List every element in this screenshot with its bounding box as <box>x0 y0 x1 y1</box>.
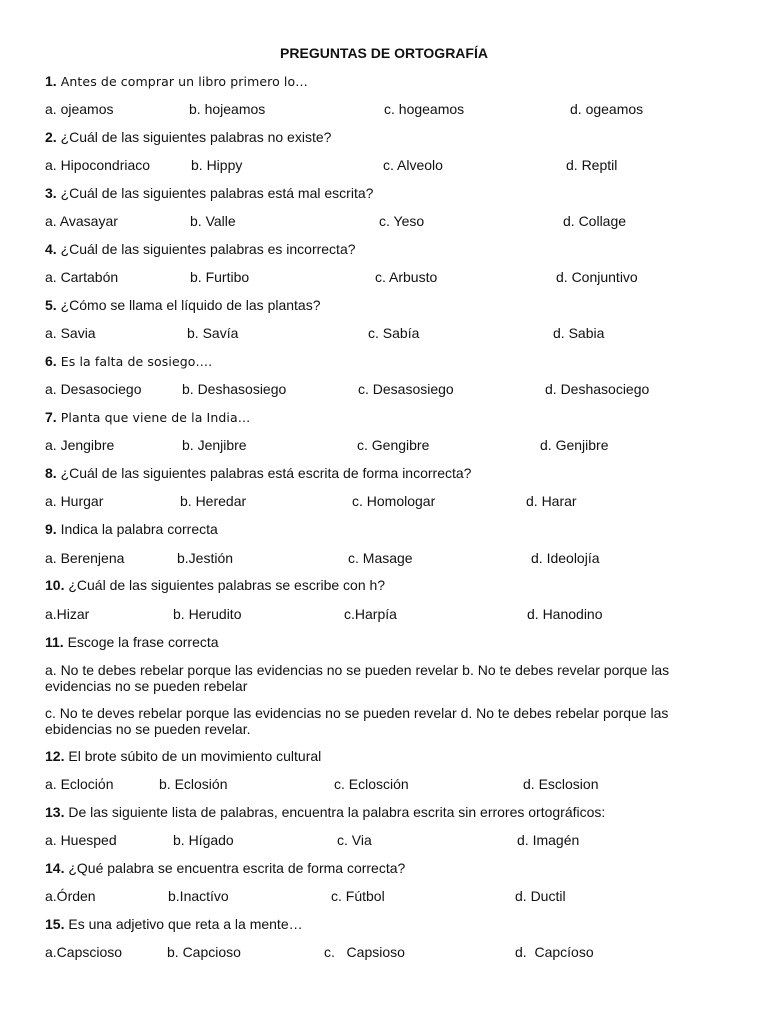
option-b: b. Capcioso <box>167 944 241 960</box>
option-d: d. Harar <box>526 493 577 509</box>
option-a: a. ojeamos <box>45 101 114 117</box>
option-c: c. Capsioso <box>324 944 405 960</box>
option-c: c. Via <box>337 832 372 848</box>
option-b: b. Eclosión <box>159 776 228 792</box>
question-text: Es la falta de sosiego…. <box>56 354 213 369</box>
question-10 <box>45 577 385 593</box>
question-4 <box>45 241 356 257</box>
options-row <box>0 325 768 343</box>
options-row <box>0 888 768 906</box>
option-b: b. Jenjibre <box>182 437 247 453</box>
question-number: 12. <box>45 748 65 764</box>
option-d: d. Reptil <box>566 157 618 173</box>
option-a: a. Desasociego <box>45 381 142 397</box>
options-row <box>0 269 768 287</box>
question-text: ¿Cuál de las siguientes palabras está mal escrita? <box>56 185 374 201</box>
question-number: 7. <box>45 409 57 425</box>
question-number: 6. <box>45 353 57 369</box>
options-row <box>0 776 768 794</box>
question-number: 2. <box>45 129 57 145</box>
question-7 <box>45 409 250 425</box>
option-c: c.Harpía <box>344 606 397 622</box>
option-a: a. Savia <box>45 325 96 341</box>
option-b: b. Heredar <box>180 493 247 509</box>
options-row <box>0 493 768 511</box>
option-b: b. Hippy <box>191 157 243 173</box>
option-b: b. Savía <box>187 325 239 341</box>
option-c: c. Gengibre <box>357 437 430 453</box>
option-d: d. ogeamos <box>570 101 644 117</box>
option-d: d. Capcíoso <box>515 944 594 960</box>
options-row <box>0 944 768 962</box>
question-5 <box>45 297 321 313</box>
option-a: a.Hizar <box>45 606 90 622</box>
option-d: d. Ideolojía <box>531 550 600 566</box>
options-row <box>0 437 768 455</box>
options-row <box>0 832 768 850</box>
option-c: c. Alveolo <box>383 157 443 173</box>
question-number: 8. <box>45 465 57 481</box>
question-number: 9. <box>45 521 57 537</box>
option-a: a. Cartabón <box>45 269 119 285</box>
question-text: Indica la palabra correcta <box>56 521 218 537</box>
question-text: El brote súbito de un movimiento cultural <box>64 748 322 764</box>
option-d: d. Conjuntivo <box>556 269 638 285</box>
question-12 <box>45 748 321 764</box>
question-number: 14. <box>45 860 65 876</box>
question-number: 13. <box>45 804 65 820</box>
question-6 <box>45 353 212 369</box>
option-b: b. Deshasosiego <box>182 381 287 397</box>
question-text: ¿Cuál de las siguientes palabras está escrita de forma incorrecta? <box>56 465 472 481</box>
question-3 <box>45 185 373 201</box>
option-a: a. Hurgar <box>45 493 104 509</box>
option-pair-cd: c. No te deves rebelar porque las evidencias no se pueden revelar d. No te debes rebelar porque las ebidencias no se pueden revelar. <box>45 705 669 737</box>
option-c: c. Eclosción <box>334 776 409 792</box>
option-d: d. Genjibre <box>540 437 609 453</box>
question-text: ¿Qué palabra se encuentra escrita de forma correcta? <box>64 860 406 876</box>
option-b: b. Herudito <box>173 606 242 622</box>
question-2 <box>45 129 331 145</box>
option-b: b. Hígado <box>173 832 234 848</box>
option-c: c. Desasosiego <box>358 381 454 397</box>
options-row <box>0 606 768 624</box>
question-15 <box>45 916 303 932</box>
option-b: b.Inactívo <box>168 888 229 904</box>
option-a: a. Eclociόn <box>45 776 114 792</box>
option-a: a. Avasayar <box>45 213 118 229</box>
option-b: b. hojeamos <box>189 101 266 117</box>
question-text: ¿Cómo se llama el líquido de las plantas? <box>56 297 321 313</box>
question-number: 3. <box>45 185 57 201</box>
question-text: De las siguiente lista de palabras, encuentra la palabra escrita sin errores ortográficos: <box>64 804 606 820</box>
options-row <box>0 381 768 399</box>
option-b: b.Jestión <box>177 550 234 566</box>
question-text: Antes de comprar un libro primero lo… <box>56 74 308 89</box>
option-a: a.Órden <box>45 888 96 904</box>
option-a: a. Jengibre <box>45 437 115 453</box>
question-text: Es una adjetivo que reta a la mente… <box>64 916 303 932</box>
option-c: c. Fútbol <box>331 888 385 904</box>
question-13 <box>45 804 605 820</box>
question-number: 4. <box>45 241 57 257</box>
option-d: d. Esclosion <box>523 776 599 792</box>
question-text: ¿Cuál de las siguientes palabras no existe? <box>56 129 332 145</box>
options-row <box>0 213 768 231</box>
option-b: b. Valle <box>190 213 236 229</box>
question-number: 10. <box>45 577 65 593</box>
question-8 <box>45 465 471 481</box>
option-a: a. Huesped <box>45 832 117 848</box>
option-c: c. Sabía <box>368 325 420 341</box>
question-text: Escoge la frase correcta <box>63 634 219 650</box>
question-number: 15. <box>45 916 65 932</box>
question-11 <box>45 634 219 650</box>
option-c: c. Yeso <box>379 213 425 229</box>
option-d: d. Hanodino <box>527 606 603 622</box>
option-d: d. Ductil <box>515 888 566 904</box>
question-number: 11. <box>45 634 64 650</box>
options-row <box>0 101 768 119</box>
question-number: 5. <box>45 297 57 313</box>
question-text: ¿Cuál de las siguientes palabras es incorrecta? <box>56 241 356 257</box>
option-c: c. Homologar <box>352 493 436 509</box>
option-d: d. Deshasociego <box>545 381 650 397</box>
option-a: a.Capscioso <box>45 944 123 960</box>
page-title: PREGUNTAS DE ORTOGRAFÍA <box>280 45 488 61</box>
question-number: 1. <box>45 73 57 89</box>
option-d: d. Collage <box>563 213 627 229</box>
option-c: c. Arbusto <box>375 269 438 285</box>
option-c: c. hogeamos <box>384 101 465 117</box>
question-9 <box>45 521 218 537</box>
option-d: d. Imagén <box>517 832 580 848</box>
option-b: b. Furtibo <box>190 269 250 285</box>
option-d: d. Sabia <box>553 325 605 341</box>
options-row <box>0 550 768 568</box>
option-a: a. Hipocondriaco <box>45 157 151 173</box>
option-pair-ab: a. No te debes rebelar porque las evidencias no se pueden revelar b. No te debes revelar porque las evidencias no se pueden rebelar <box>45 662 670 694</box>
question-1 <box>45 73 308 89</box>
option-c: c. Masage <box>348 550 413 566</box>
options-row <box>0 157 768 175</box>
option-a: a. Berenjena <box>45 550 125 566</box>
question-text: Planta que viene de la India… <box>56 410 251 425</box>
question-text: ¿Cuál de las siguientes palabras se escribe con h? <box>64 577 386 593</box>
question-14 <box>45 860 405 876</box>
